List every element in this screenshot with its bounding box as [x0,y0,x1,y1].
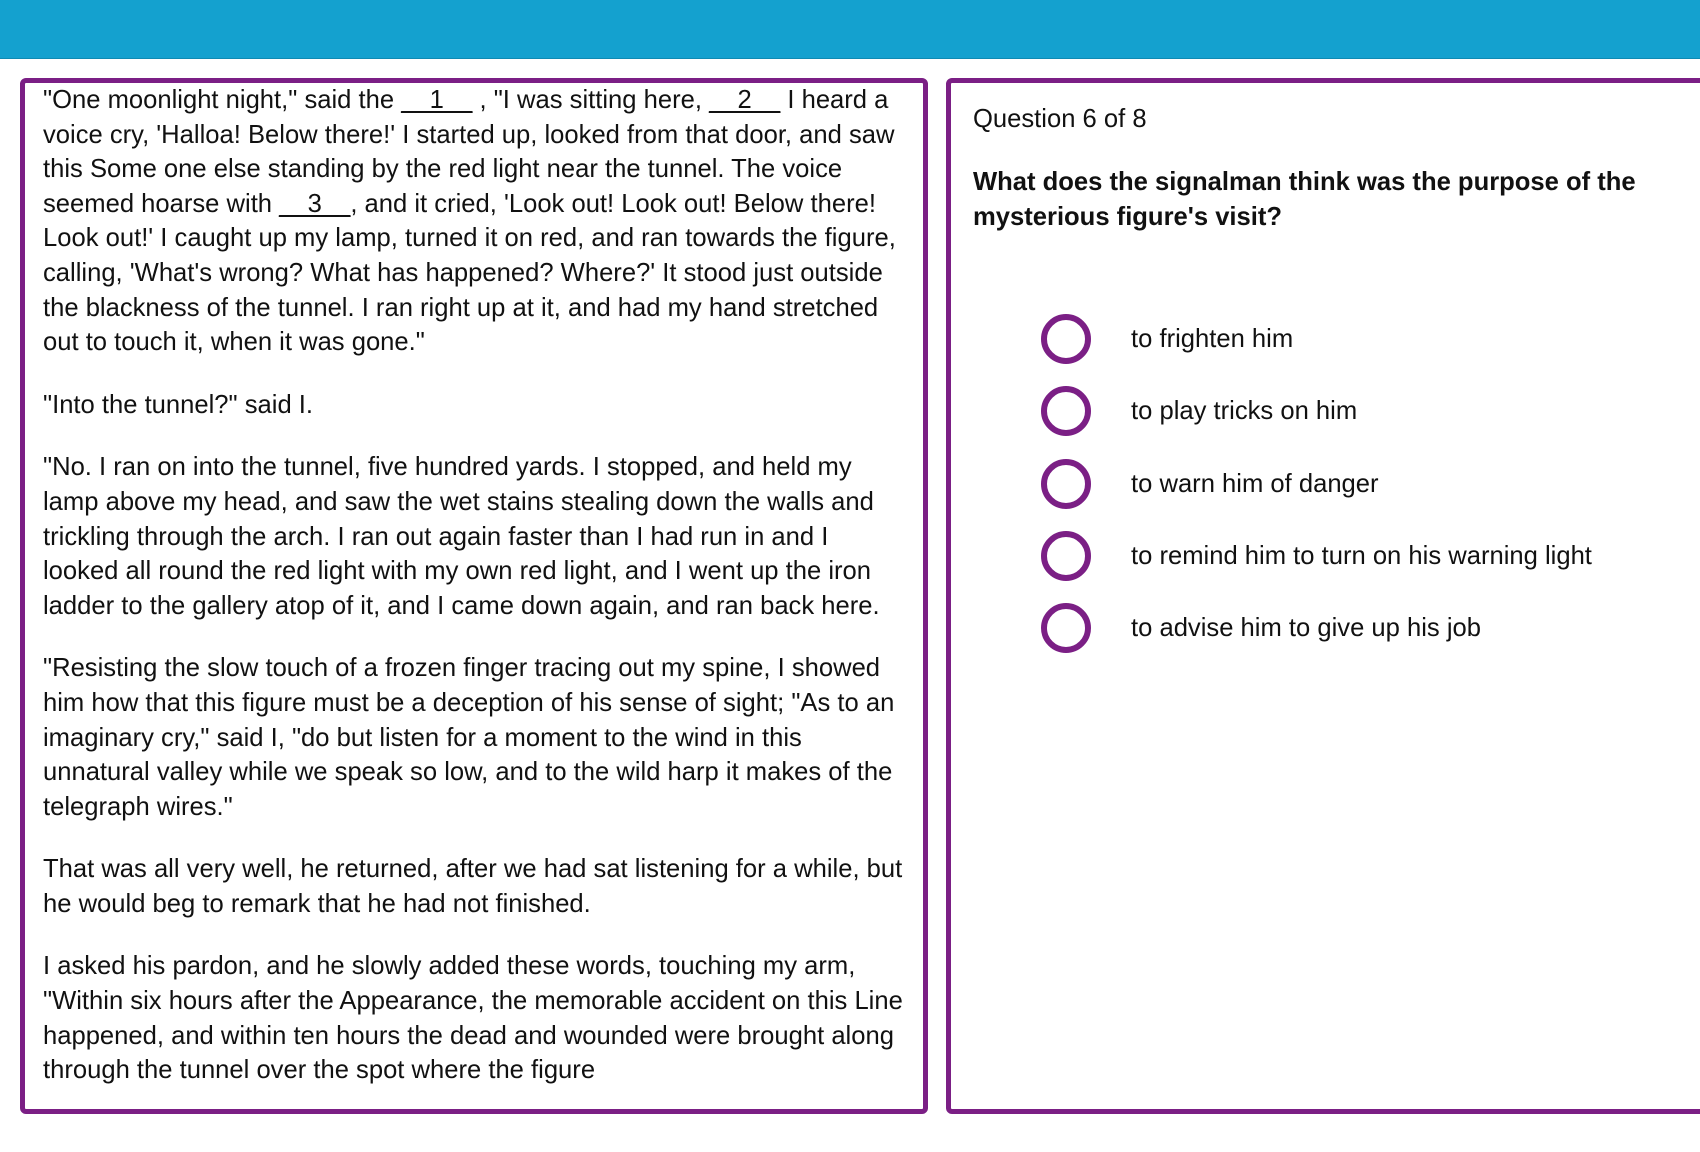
question-panel [946,78,1700,1114]
answer-option-label: to remind him to turn on his warning light [1131,541,1592,570]
answer-option-label: to frighten him [1131,324,1294,353]
answer-option-3[interactable] [1041,454,1700,514]
passage-text-segment: "Into the tunnel?" said I. [43,390,314,419]
passage-text-segment: "One moonlight night," said the [43,86,402,114]
radio-button-2[interactable] [1041,386,1091,436]
passage-panel[interactable] [20,78,928,1114]
question-text: What does the signalman think was the purpose of the mysterious figure's visit? [973,168,1636,231]
answer-blank: __2__ [709,86,781,114]
passage-paragraph [43,83,905,360]
passage-text-segment: I heard a voice cry, 'Halloa! Below there!' I started up, looked from that door, and saw this Some one else standing by the red light near the tunnel. The voice seemed hoarse with [43,86,895,218]
question-counter: Question 6 of 8 [973,105,1147,133]
passage-paragraph [43,651,905,824]
passage-text-segment: , "I was sitting here, [472,86,710,114]
passage-paragraph [43,450,905,623]
answer-option-2[interactable] [1041,381,1700,441]
answer-option-4[interactable] [1041,526,1700,586]
passage-text-segment: , and it cried, 'Look out! Look out! Below there! Look out!' I caught up my lamp, turned it on red, and ran towards the figure, calling, 'What's wrong? What has happened? Where?' It stood just outside the blackness of the tunnel. I ran right up at it, and had my hand stretched out to touch it, when it was gone." [43,189,896,357]
answer-blank: __1__ [401,86,473,114]
passage-paragraph [43,949,905,1087]
answer-blank: __3__ [279,189,351,218]
passage-text-segment: I asked his pardon, and he slowly added these words, touching my arm, "Within six hours after the Appearance, the memorable accident on this Line happened, and within ten hours the dead and wounded were brought along through the tunnel over the spot where the figure [43,952,903,1085]
header-bar [0,0,1700,59]
answer-option-label: to advise him to give up his job [1131,613,1481,642]
radio-button-4[interactable] [1041,531,1091,581]
passage-text-segment: "No. I ran on into the tunnel, five hundred yards. I stopped, and held my lamp above my head, and saw the wet stains stealing down the walls and trickling through the arch. I ran out again faster than I had run in and I looked all round the red light with my own red light, and I went up the iron ladder to the gallery atop of it, and I came down again, and ran back here. [43,453,880,620]
passage-text-segment: "Resisting the slow touch of a frozen finger tracing out my spine, I showed him how that this figure must be a deception of his sense of sight; "As to an imaginary cry," said I, "do but listen for a moment to the wind in this unnatural valley while we speak so low, and to the wild harp it makes of the telegraph wires." [43,654,895,821]
passage-text [25,83,923,1088]
radio-button-1[interactable] [1041,314,1091,364]
answer-option-1[interactable] [1041,309,1700,369]
radio-button-3[interactable] [1041,459,1091,509]
answer-option-label: to play tricks on him [1131,396,1358,425]
passage-paragraph [43,388,905,423]
passage-text-segment: That was all very well, he returned, after we had sat listening for a while, but he would beg to remark that he had not finished. [43,855,903,918]
passage-paragraph [43,852,905,921]
answer-option-label: to warn him of danger [1131,469,1379,498]
radio-button-5[interactable] [1041,603,1091,653]
answer-option-5[interactable] [1041,598,1700,658]
